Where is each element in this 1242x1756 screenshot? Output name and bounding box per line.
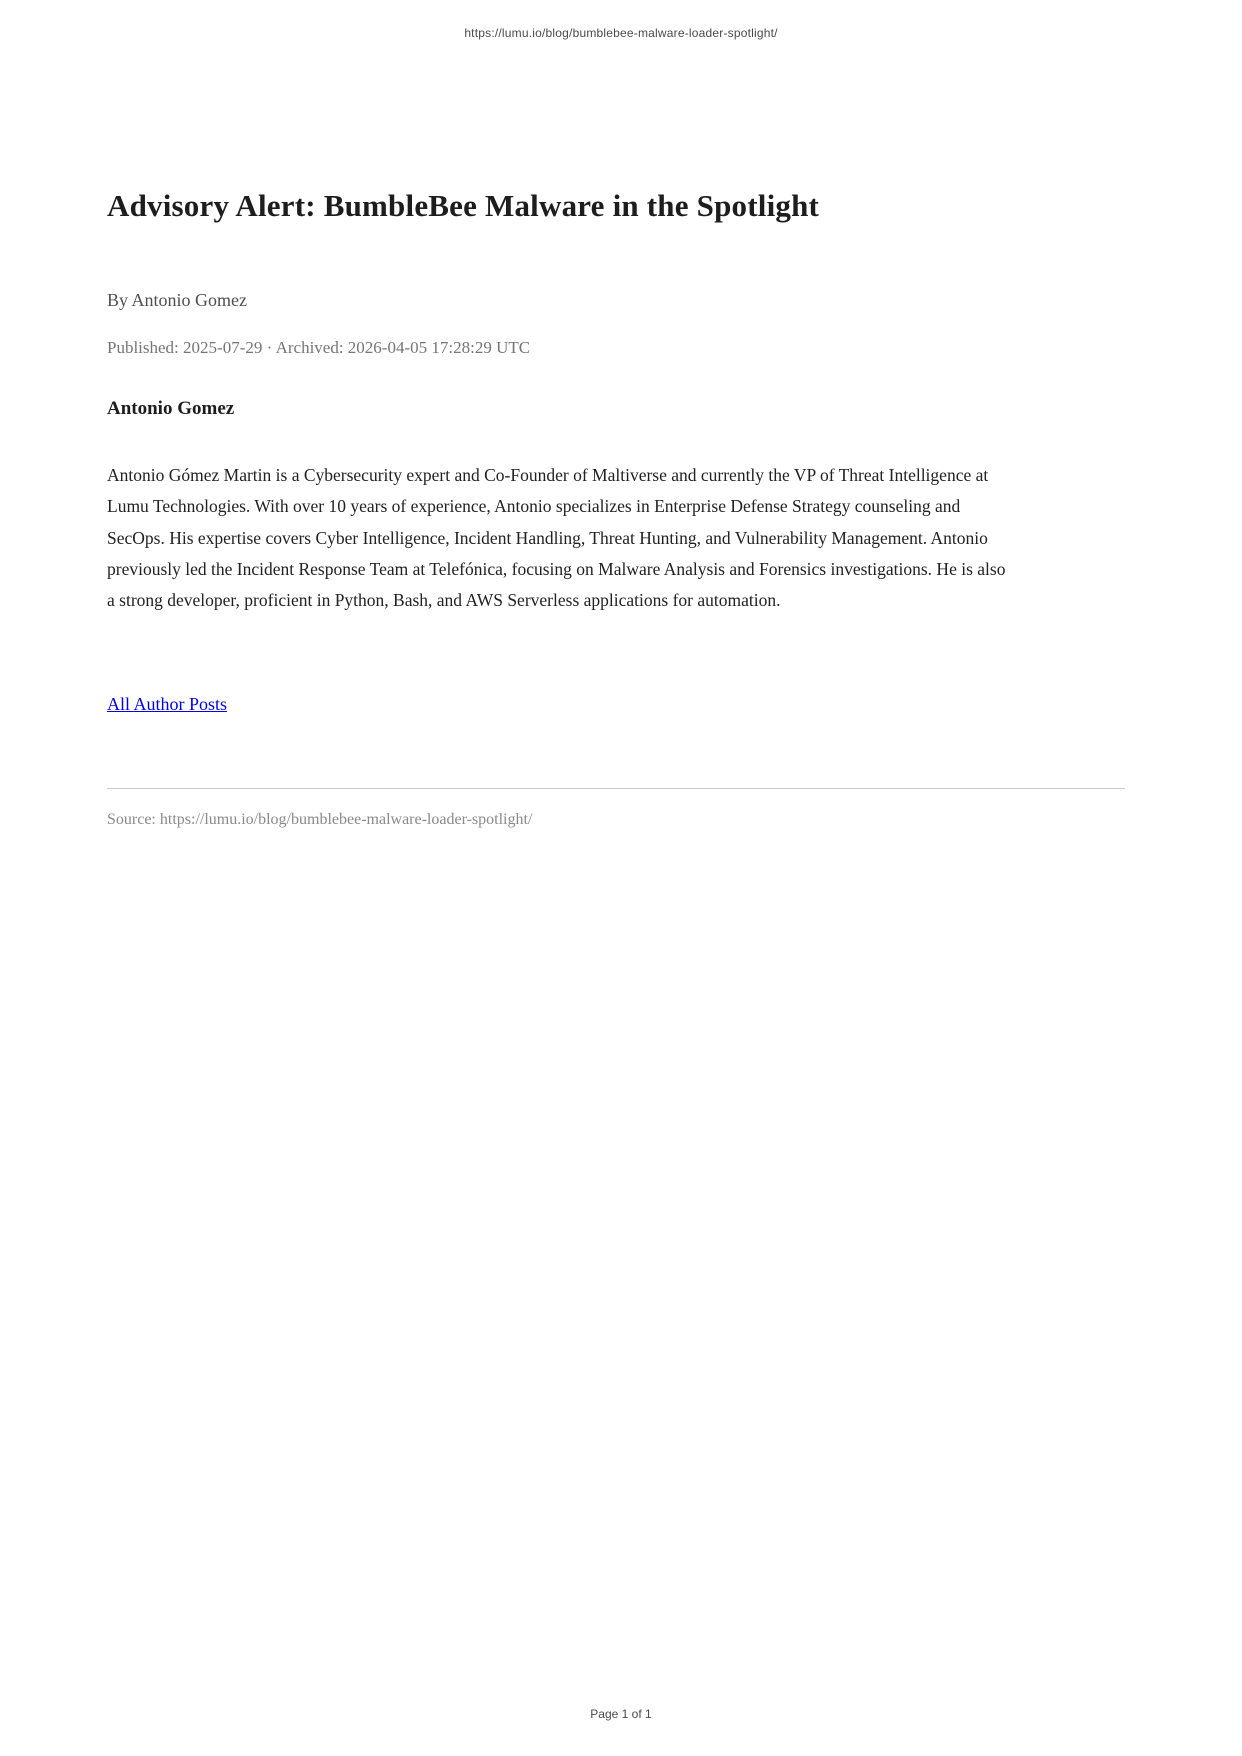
author-name-heading: Antonio Gomez [107, 398, 235, 419]
all-author-posts-link[interactable]: All Author Posts [107, 694, 228, 714]
source-divider [107, 788, 1125, 789]
page-title: Advisory Alert: BumbleBee Malware in the Spotlight [107, 188, 820, 223]
print-header-url: https://lumu.io/blog/bumblebee-malware-loader-spotlight/ [464, 26, 778, 40]
author-bio-paragraph: Antonio Gómez Martin is a Cybersecurity expert and Co-Founder of Maltiverse and currently the VP of Threat Intelligence at Lumu Technologies. With over 10 years of experience, Antonio specializes in Enterprise Defense Strategy counseling and SecOps. His expertise covers Cyber Intelligence, Incident Handling, Threat Hunting, and Vulnerability Management. Antonio previously led the Incident Response Team at Telefónica, focusing on Malware Analysis and Forensics investigations. He is also a strong developer, proficient in Python, Bash, and AWS Serverless applications for automation. [107, 465, 1006, 611]
article-byline: By Antonio Gomez [107, 290, 247, 310]
page-number-indicator: Page 1 of 1 [590, 1707, 652, 1721]
published-archived-timestamp: Published: 2025-07-29 · Archived: 2026-04-05 17:28:29 UTC [107, 338, 531, 357]
source-url-line: Source: https://lumu.io/blog/bumblebee-malware-loader-spotlight/ [107, 811, 533, 828]
